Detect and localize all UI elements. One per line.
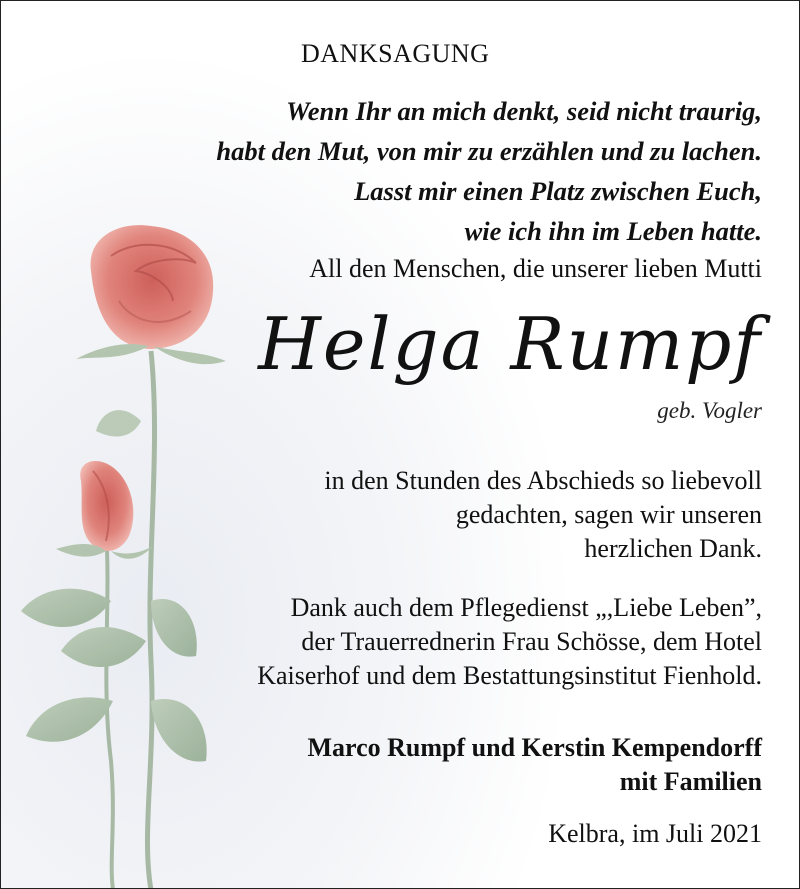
signers xyxy=(307,731,762,799)
thanks-extra xyxy=(257,591,762,693)
poem xyxy=(216,91,762,251)
poem-line: habt den Mut, von mir zu erzählen und zu lachen. xyxy=(216,136,762,166)
poem-line: wie ich ihn im Leben hatte. xyxy=(464,216,762,246)
thanks-extra-line: Kaiserhof und dem Bestattungsinstitut Fienhold. xyxy=(257,661,762,690)
place-date: Kelbra, im Juli 2021 xyxy=(548,819,762,848)
heading: DANKSAGUNG xyxy=(301,39,490,68)
signer-line: mit Familien xyxy=(619,767,762,796)
maiden-name: geb. Vogler xyxy=(657,398,762,423)
signer-line: Marco Rumpf und Kerstin Kempendorff xyxy=(307,733,762,762)
poem-line: Lasst mir einen Platz zwischen Euch, xyxy=(354,176,762,206)
thanks-extra-line: der Trauerrednerin Frau Schösse, dem Hotel xyxy=(301,627,762,656)
poem-line: Wenn Ihr an mich denkt, seid nicht traurig, xyxy=(286,96,762,126)
thanks-line: in den Stunden des Abschieds so liebevoll xyxy=(324,466,762,495)
thanks-line: gedachten, sagen wir unseren xyxy=(455,500,762,529)
thanks-extra-line: Dank auch dem Pflegedienst „,Liebe Leben”, xyxy=(290,593,762,622)
intro-text: All den Menschen, die unserer lieben Mutti xyxy=(309,254,762,283)
thanks-main xyxy=(324,464,762,566)
deceased-name: Helga Rumpf xyxy=(258,302,762,386)
thanks-line: herzlichen Dank. xyxy=(584,534,762,563)
